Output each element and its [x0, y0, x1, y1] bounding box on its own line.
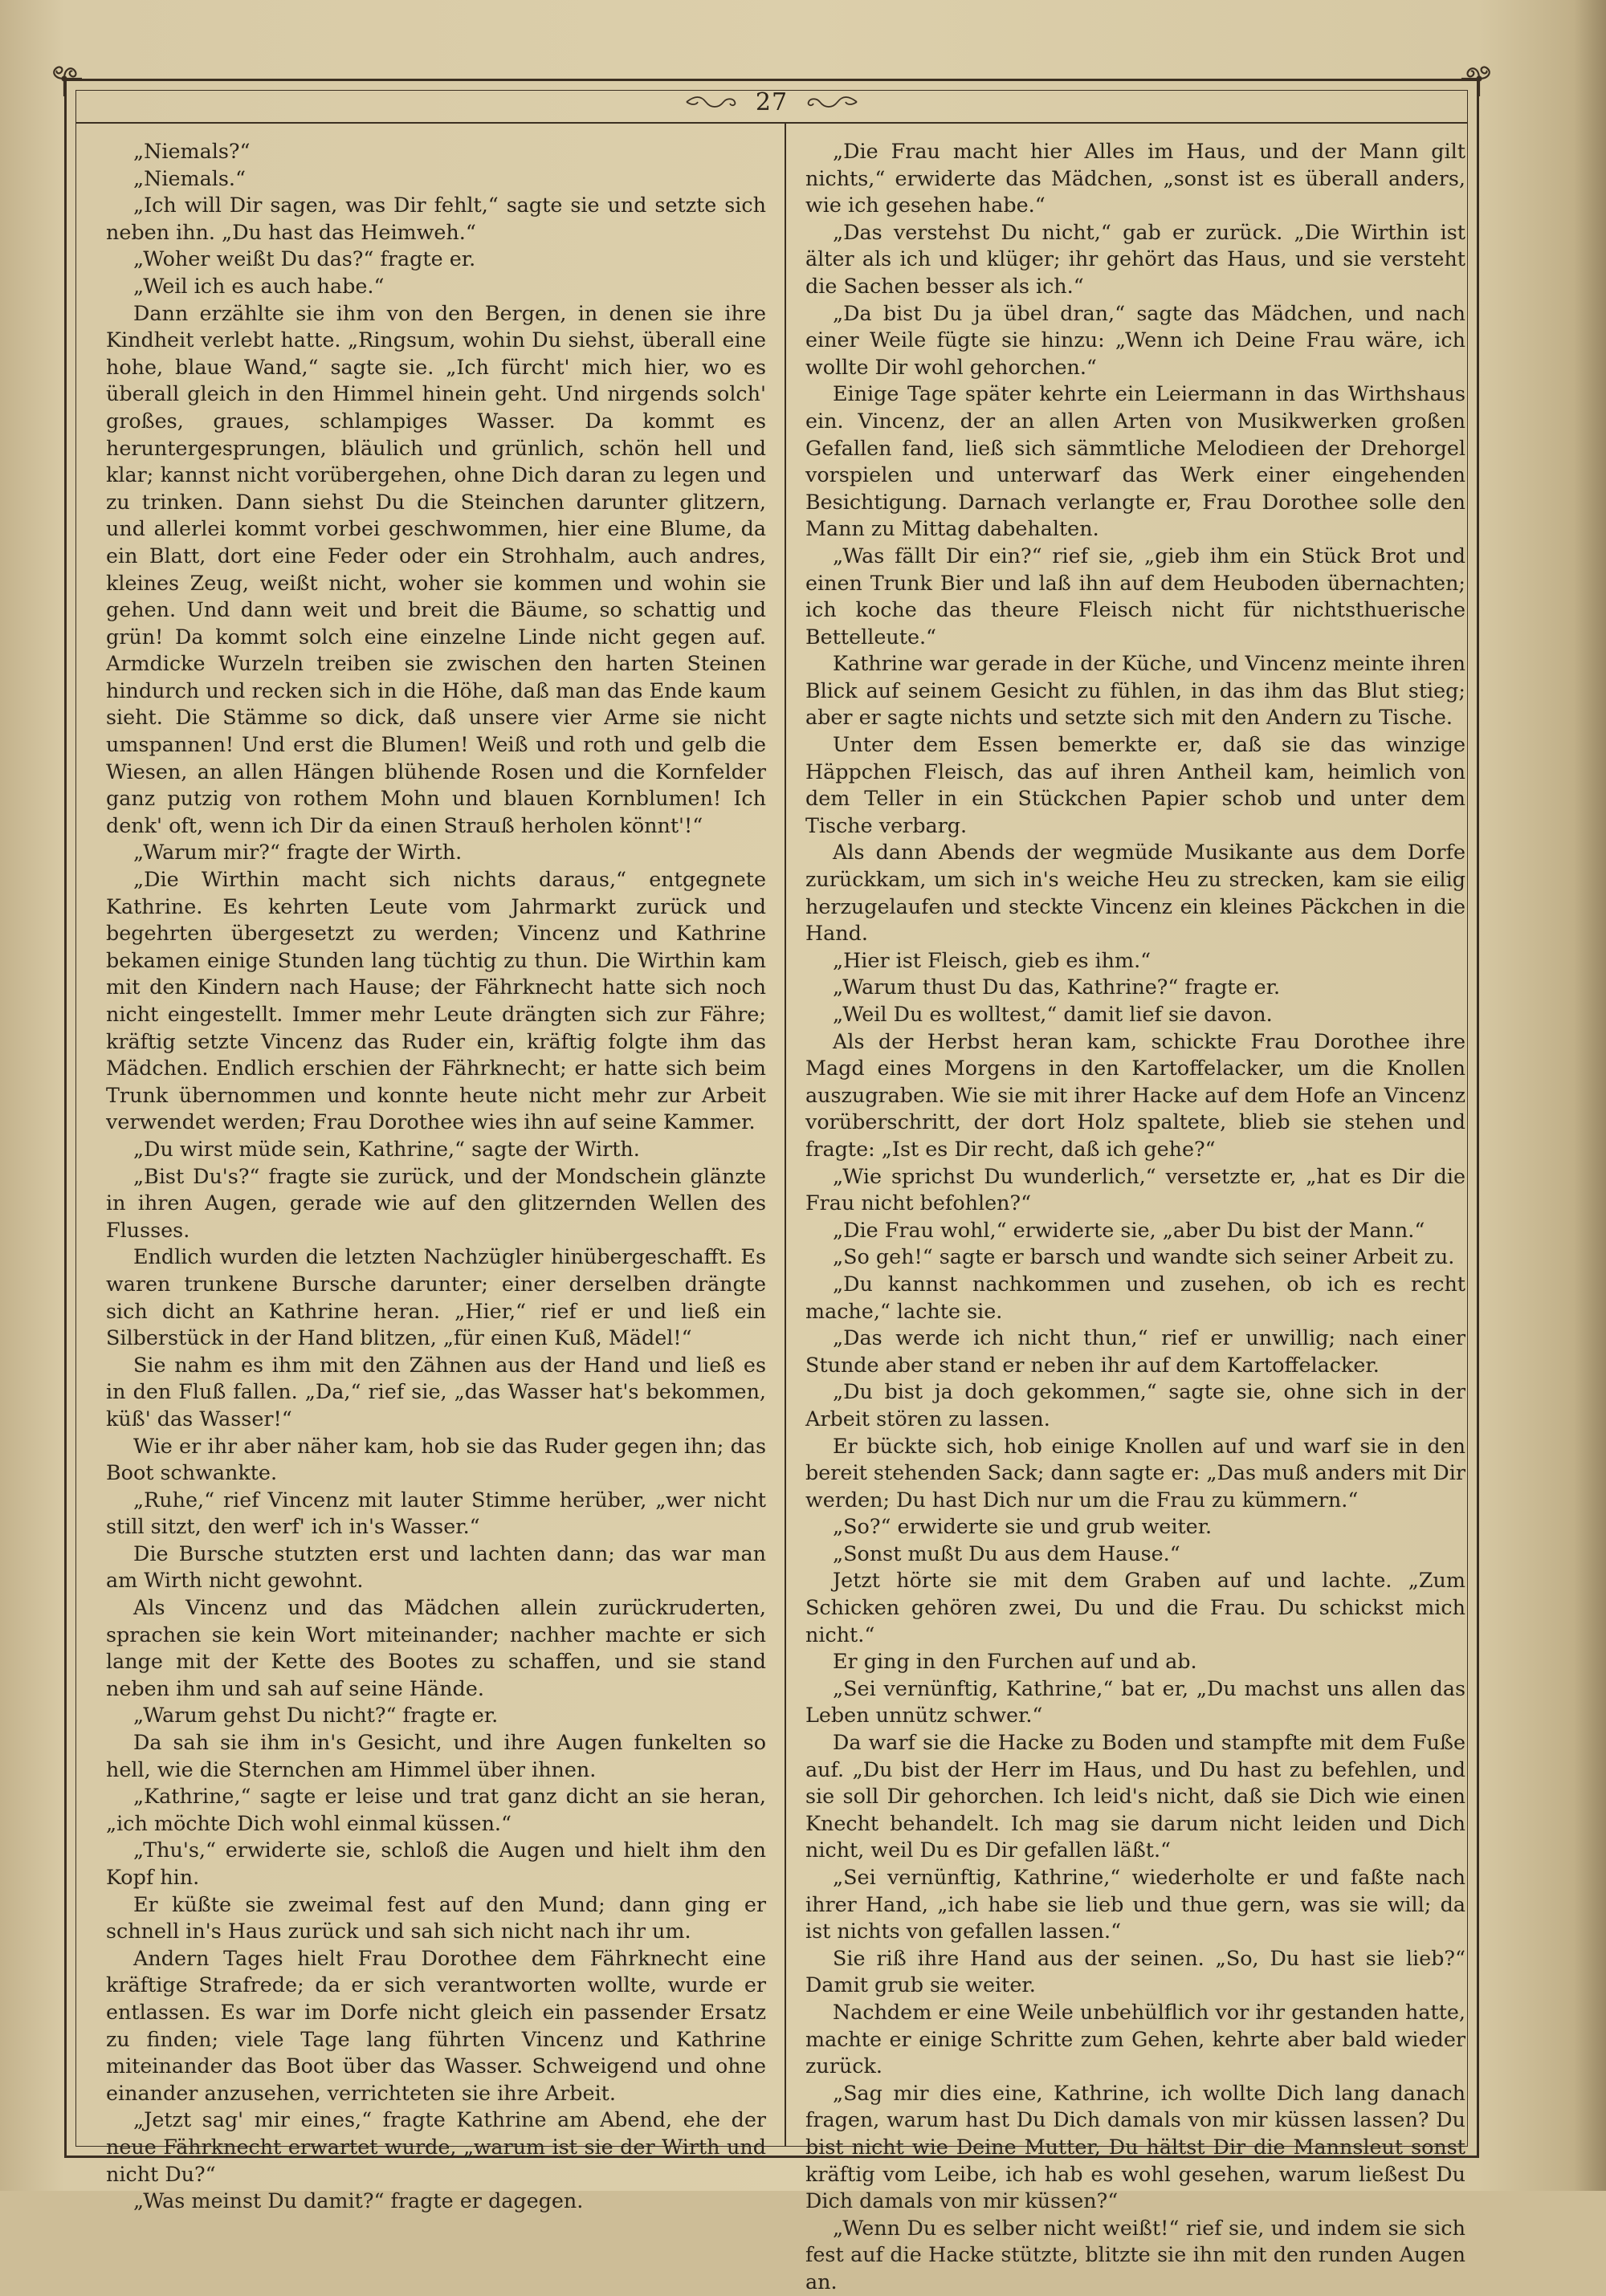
paragraph: „Sonst mußt Du aus dem Hause.“ [833, 1541, 1180, 1565]
paragraph: „Wenn Du es selber nicht weißt!“ rief sie, und indem sie sich fest auf die Hacke stützte, blitzte sie ihn mit den runden Augen an. [805, 2215, 1465, 2294]
paragraph: Er küßte sie zweimal fest auf den Mund; dann ging er schnell in's Haus zurück und sah sich nicht nach ihr um. [106, 1891, 766, 1944]
paragraph: „Weil ich es auch habe.“ [133, 273, 385, 298]
right-text-column [805, 138, 1465, 2294]
paragraph: „Die Frau wohl,“ erwiderte sie, „aber Du bist der Mann.“ [833, 1217, 1425, 1242]
paragraph: „So geh!“ sagte er barsch und wandte sich seiner Arbeit zu. [833, 1244, 1455, 1269]
paragraph: „Du bist ja doch gekommen,“ sagte sie, ohne sich in der Arbeit stören zu lassen. [805, 1379, 1465, 1431]
paragraph: „Warum mir?“ fragte der Wirth. [133, 840, 463, 865]
paragraph: Sie riß ihre Hand aus der seinen. „So, Du hast sie lieb?“ Damit grub sie weiter. [805, 1945, 1465, 1997]
paragraph: „Das verstehst Du nicht,“ gab er zurück. „Die Wirthin ist älter als ich und klüger; ihr gehört das Haus, und sie versteht die Sachen besser als ich.“ [805, 219, 1465, 298]
paragraph: „Was fällt Dir ein?“ rief sie, „gieb ihm ein Stück Brot und einen Trunk Bier und laß ihn auf dem Heuboden übernachten; ich koche das theure Fleisch nicht für nichtsthuerische Bettelleute.“ [805, 543, 1465, 649]
paragraph: „Warum thust Du das, Kathrine?“ fragte er. [833, 975, 1281, 999]
paragraph: Nachdem er eine Weile unbehülflich vor ihr gestanden hatte, machte er einige Schritte zum Gehen, kehrte aber bald wieder zurück. [805, 1999, 1465, 2078]
paragraph: „So?“ erwiderte sie und grub weiter. [833, 1514, 1213, 1539]
paragraph: Wie er ihr aber näher kam, hob sie das Ruder gegen ihn; das Boot schwankte. [106, 1433, 766, 1485]
paragraph: Jetzt hörte sie mit dem Graben auf und lachte. „Zum Schicken gehören zwei, Du und die Frau. Du schickst mich nicht.“ [805, 1568, 1465, 1647]
paragraph: „Warum gehst Du nicht?“ fragte er. [133, 1703, 499, 1728]
paragraph: „Woher weißt Du das?“ fragte er. [133, 246, 476, 271]
paragraph: „Bist Du's?“ fragte sie zurück, und der Mondschein glänzte in ihren Augen, gerade wie auf den glitzernden Wellen des Flusses. [106, 1163, 766, 1242]
paragraph: Sie nahm es ihm mit den Zähnen aus der Hand und ließ es in den Fluß fallen. „Da,“ rief sie, „das Wasser hat's bekommen, küß' das Wasser!“ [106, 1352, 766, 1431]
paragraph: Andern Tages hielt Frau Dorothee dem Fährknecht eine kräftige Strafrede; da er sich verantworten wollte, wurde er entlassen. Es war im Dorfe nicht gleich ein passender Ersatz zu finden; viele Tage lang führten Vincenz und Kathrine miteinander das Boot über das Wasser. Schweigend und ohne einander anzusehen, verrichteten sie ihre Arbeit. [106, 1945, 766, 2105]
paragraph: Als Vincenz und das Mädchen allein zurückruderten, sprachen sie kein Wort miteinander; nachher machte er sich lange mit der Kette des Bootes zu schaffen, und sie stand neben ihm und sah auf seine Hände. [106, 1595, 766, 1700]
header-rule [75, 122, 1468, 124]
paragraph: Dann erzählte sie ihm von den Bergen, in denen sie ihre Kindheit verlebt hatte. „Ringsum, wohin Du siehst, überall eine hohe, blaue Wand,“ sagte sie. „Ich fürcht' mich hier, wo es überall gleich in den Himmel hinein geht. Und nirgends solch' großes, graues, schlampiges Wasser. Da kommt es heruntergesprungen, bläulich und grünlich, schön hell und klar; kannst nicht vorübergehen, ohne Dich daran zu legen und zu trinken. Dann siehst Du die Steinchen darunter glitzern, und allerlei kommt vorbei geschwommen, hier eine Blume, da ein Blatt, dort eine Feder oder ein Strohhalm, auch andres, kleines Zeug, weißt nicht, woher sie kommen und wohin sie gehen. Und dann weit und breit die Bäume, so schattig und grün! Da kommt solch eine einzelne Linde nicht gegen auf. Armdicke Wurzeln treiben sie zwischen den harten Steinen hindurch und recken sich in die Höhe, daß man das Ende kaum sieht. Die Stämme so dick, daß unsere vier Arme sie nicht umspannen! Und erst die Blumen! Weiß und roth und gelb die Wiesen, an allen Hängen blühende Rosen und die Kornfelder ganz putzig von rothem Mohn und blauen Kornblumen! Ich denk' oft, wenn ich Dir da einen Strauß herholen könnt'!“ [106, 300, 766, 837]
paragraph: „Sei vernünftig, Kathrine,“ bat er, „Du machst uns allen das Leben unnütz schwer.“ [805, 1675, 1465, 1728]
paragraph: „Weil Du es wolltest,“ damit lief sie davon. [833, 1002, 1273, 1026]
paragraph: „Sei vernünftig, Kathrine,“ wiederholte er und faßte nach ihrer Hand, „ich habe sie lieb und thue gern, was sie will; da ist nichts von gefallen lassen.“ [805, 1865, 1465, 1944]
paragraph: „Wie sprichst Du wunderlich,“ versetzte er, „hat es Dir die Frau nicht befohlen?“ [805, 1163, 1465, 1215]
paragraph: Unter dem Essen bemerkte er, daß sie das winzige Häppchen Fleisch, das auf ihren Antheil kam, heimlich von dem Teller in ein Stückchen Papier schob und unter dem Tische verbarg. [805, 732, 1465, 837]
paragraph: „Was meinst Du damit?“ fragte er dagegen. [133, 2188, 584, 2213]
paragraph: „Jetzt sag' mir eines,“ fragte Kathrine am Abend, ehe der neue Fährknecht erwartet wurde, „warum ist sie der Wirth und nicht Du?“ [106, 2107, 766, 2186]
page-header [75, 83, 1468, 120]
paragraph: Als der Herbst heran kam, schickte Frau Dorothee ihre Magd eines Morgens in den Kartoffelacker, um die Knollen auszugraben. Wie sie mit ihrer Hacke auf dem Hofe an Vincenz vorüberschritt, der dort Holz spaltete, blieb sie stehen und fragte: „Ist es Dir recht, daß ich gehe?“ [805, 1028, 1465, 1161]
paragraph: „Du wirst müde sein, Kathrine,“ sagte der Wirth. [133, 1136, 640, 1161]
paragraph: „Hier ist Fleisch, gieb es ihm.“ [833, 947, 1152, 972]
paragraph: „Die Wirthin macht sich nichts daraus,“ entgegnete Kathrine. Es kehrten Leute vom Jahrmarkt zurück und begehrten übergesetzt zu werden; Vincenz und Kathrine bekamen einige Stunden lang tüchtig zu thun. Die Wirthin kam mit den Kindern nach Hause; der Fährknecht hatte sich noch nicht eingestellt. Immer mehr Leute drängten sich zur Fähre; kräftig setzte Vincenz das Ruder ein, kräftig folgte ihm das Mädchen. Endlich erschien der Fährknecht; er hatte sich beim Trunk übernommen und konnte heute nicht mehr zur Arbeit verwendet werden; Frau Dorothee wies ihn auf seine Kammer. [106, 867, 766, 1134]
paragraph: Endlich wurden die letzten Nachzügler hinübergeschafft. Es waren trunkene Bursche darunter; einer derselben drängte sich dicht an Kathrine heran. „Hier,“ rief er und ließ ein Silberstück in der Hand blitzen, „für einen Kuß, Mädel!“ [106, 1244, 766, 1350]
paragraph: „Ruhe,“ rief Vincenz mit lauter Stimme herüber, „wer nicht still sitzt, den werf' ich in's Wasser.“ [106, 1487, 766, 1539]
paragraph: Er bückte sich, hob einige Knollen auf und warf sie in den bereit stehenden Sack; dann sagte er: „Das muß anders mit Dir werden; Du hast Dich nur um die Frau zu kümmern.“ [805, 1433, 1465, 1512]
paragraph: Als dann Abends der wegmüde Musikante aus dem Dorfe zurückkam, um sich in's weiche Heu zu strecken, kam sie eilig herzugelaufen und steckte Vincenz ein kleines Päckchen in die Hand. [805, 840, 1465, 946]
paragraph: „Ich will Dir sagen, was Dir fehlt,“ sagte sie und setzte sich neben ihn. „Du hast das Heimweh.“ [106, 193, 766, 244]
column-divider [785, 124, 786, 2147]
paragraph: Die Bursche stutzten erst und lachten dann; das war man am Wirth nicht gewohnt. [106, 1541, 766, 1593]
page-number: 27 [755, 88, 789, 116]
paragraph: „Kathrine,“ sagte er leise und trat ganz dicht an sie heran, „ich möchte Dich wohl einmal küssen.“ [106, 1784, 766, 1835]
page-edge-shadow [1574, 0, 1606, 2191]
paragraph: „Sag mir dies eine, Kathrine, ich wollte Dich lang danach fragen, warum hast Du Dich damals von mir küssen lassen? Du bist nicht wie Deine Mutter, Du hältst Dir die Mannsleut sonst kräftig vom Leibe, ich hab es wohl gesehen, warum ließest Du Dich damals von mir küssen?“ [805, 2080, 1465, 2213]
paragraph: „Da bist Du ja übel dran,“ sagte das Mädchen, und nach einer Weile fügte sie hinzu: „Wenn ich Deine Frau wäre, ich wollte Dir wohl gehorchen.“ [805, 300, 1465, 379]
scroll-ornament-left-icon [685, 94, 741, 110]
paragraph: „Thu's,“ erwiderte sie, schloß die Augen und hielt ihm den Kopf hin. [106, 1838, 766, 1889]
paragraph: Einige Tage später kehrte ein Leiermann in das Wirthshaus ein. Vincenz, der an allen Arten von Musikwerken großen Gefallen fand, ließ sich sämmtliche Melodieen der Drehorgel vorspielen und unterwarf das Werk einer eingehenden Besichtigung. Darnach verlangte er, Frau Dorothee solle den Mann zu Mittag dabehalten. [805, 381, 1465, 541]
paragraph: „Die Frau macht hier Alles im Haus, und der Mann gilt nichts,“ erwiderte das Mädchen, „sonst ist es überall anders, wie ich gesehen habe.“ [805, 139, 1465, 218]
paragraph: Er ging in den Furchen auf und ab. [833, 1649, 1197, 1674]
paragraph: „Du kannst nachkommen und zusehen, ob ich es recht mache,“ lachte sie. [805, 1271, 1465, 1323]
paragraph: „Niemals?“ [133, 139, 251, 163]
scroll-ornament-right-icon [802, 94, 858, 110]
left-text-column [106, 138, 766, 2213]
paragraph: „Das werde ich nicht thun,“ rief er unwillig; nach einer Stunde aber stand er neben ihr auf dem Kartoffelacker. [805, 1325, 1465, 1377]
paragraph: Kathrine war gerade in der Küche, und Vincenz meinte ihren Blick auf seinem Gesicht zu fühlen, in das ihm das Blut stieg; aber er sagte nichts und setzte sich mit den Andern zu Tische. [805, 651, 1465, 730]
paragraph: Da warf sie die Hacke zu Boden und stampfte mit dem Fuße auf. „Du bist der Herr im Haus, und Du hast zu befehlen, und sie soll Dir gehorchen. Ich leid's nicht, daß sie Dich wie einen Knecht behandelt. Ich mag sie darum nicht leiden und Dich nicht, weil Du es Dir gefallen läßt.“ [805, 1730, 1465, 1862]
paragraph: „Niemals.“ [133, 165, 246, 190]
paragraph: Da sah sie ihm in's Gesicht, und ihre Augen funkelten so hell, wie die Sternchen am Himmel über ihnen. [106, 1730, 766, 1781]
